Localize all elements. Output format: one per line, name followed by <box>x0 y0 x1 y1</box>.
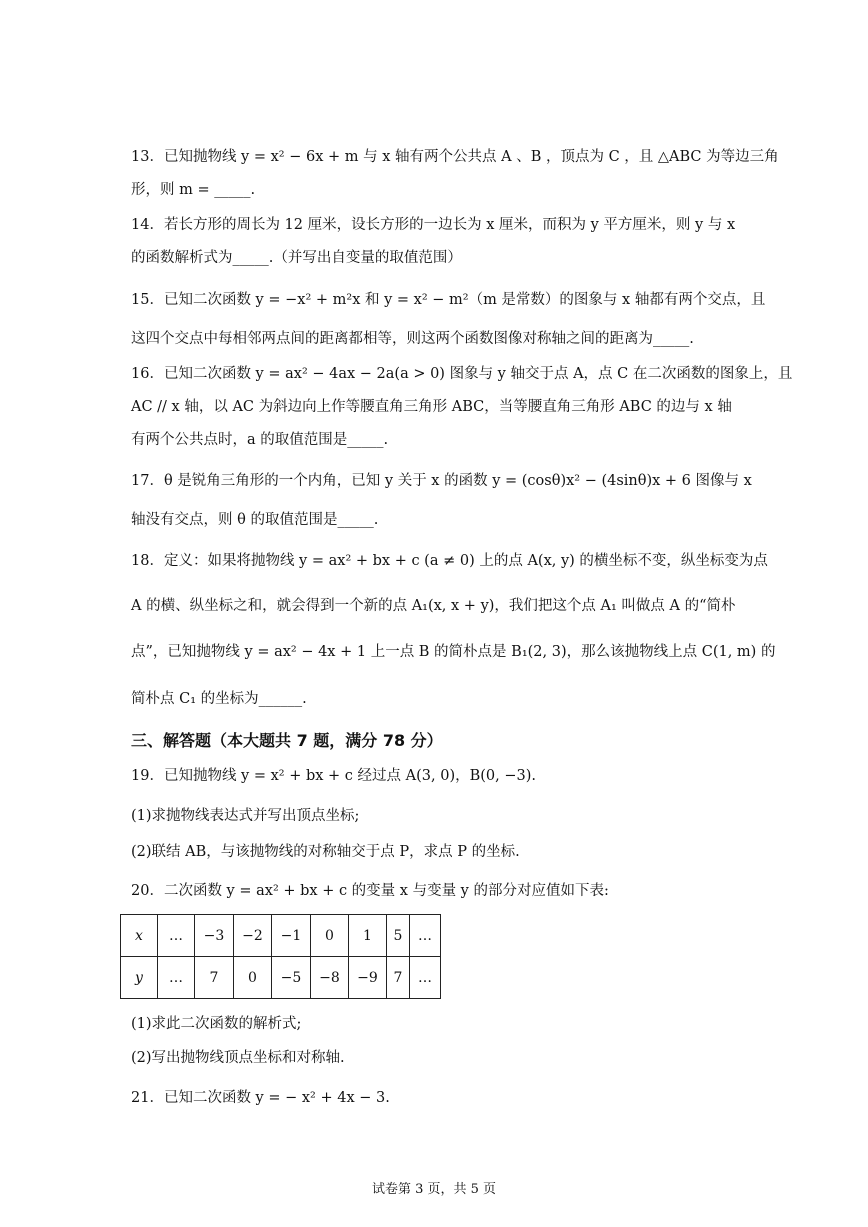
q18-line4: 简朴点 C₁ 的坐标为______. <box>131 691 307 707</box>
q13-line1: 13．已知抛物线 y = x² − 6x + m 与 x 轴有两个公共点 A 、B ，顶点为 C ，且 △ABC 为等边三角 <box>131 149 779 165</box>
q13-line2: 形，则 m = _____. <box>131 182 256 198</box>
table-header-x: x <box>121 915 158 957</box>
table-cell: … <box>158 957 195 999</box>
q16-line3: 有两个公共点时，a 的取值范围是_____. <box>131 432 389 448</box>
table-cell: 1 <box>349 915 387 957</box>
q19-part1: (1)求抛物线表达式并写出顶点坐标; <box>131 808 360 824</box>
q17-line2: 轴没有交点，则 θ 的取值范围是_____. <box>131 512 379 528</box>
table-cell: 5 <box>387 915 410 957</box>
table-cell: −1 <box>272 915 311 957</box>
q20-part1: (1)求此二次函数的解析式; <box>131 1016 302 1032</box>
table-cell: … <box>410 915 441 957</box>
table-cell: 7 <box>387 957 410 999</box>
q19-part2: (2)联结 AB，与该抛物线的对称轴交于点 P，求点 P 的坐标. <box>131 844 520 860</box>
q21-line1: 21．已知二次函数 y = − x² + 4x − 3. <box>131 1090 390 1106</box>
value-table <box>120 914 441 999</box>
q18-line3: 点”，已知抛物线 y = ax² − 4x + 1 上一点 B 的简朴点是 B₁(2, 3)，那么该抛物线上点 C(1, m) 的 <box>131 644 776 660</box>
table-cell: … <box>410 957 441 999</box>
q15-line2: 这四个交点中每相邻两点间的距离都相等，则这两个函数图像对称轴之间的距离为_____. <box>131 331 694 347</box>
table-header-y: y <box>121 957 158 999</box>
q16-line1: 16．已知二次函数 y = ax² − 4ax − 2a(a > 0) 图象与 y 轴交于点 A，点 C 在二次函数的图象上，且 <box>131 366 793 382</box>
q15-line1: 15．已知二次函数 y = −x² + m²x 和 y = x² − m²（m 是常数）的图象与 x 轴都有两个交点，且 <box>131 292 766 308</box>
section-heading: 三、解答题（本大题共 7 题，满分 78 分） <box>131 731 443 750</box>
page-footer: 试卷第 3 页，共 5 页 <box>371 1182 497 1197</box>
q20-part2: (2)写出抛物线顶点坐标和对称轴. <box>131 1050 345 1066</box>
table-row-y <box>121 957 441 999</box>
q19-line1: 19．已知抛物线 y = x² + bx + c 经过点 A(3, 0)，B(0, −3). <box>131 768 536 784</box>
table-cell: −5 <box>272 957 311 999</box>
table-cell: 0 <box>311 915 349 957</box>
table-cell: −8 <box>311 957 349 999</box>
table-cell: 7 <box>195 957 234 999</box>
q17-line1: 17．θ 是锐角三角形的一个内角，已知 y 关于 x 的函数 y = (cosθ)x² − (4sinθ)x + 6 图像与 x <box>131 473 752 489</box>
table-row-x <box>121 915 441 957</box>
q18-line2: A 的横、纵坐标之和，就会得到一个新的点 A₁(x, x + y)，我们把这个点 A₁ 叫做点 A 的“简朴 <box>131 598 736 614</box>
q14-line2: 的函数解析式为_____.（并写出自变量的取值范围） <box>131 250 462 266</box>
table-cell: 0 <box>234 957 272 999</box>
q18-line1: 18．定义：如果将抛物线 y = ax² + bx + c (a ≠ 0) 上的点 A(x, y) 的横坐标不变，纵坐标变为点 <box>131 553 768 569</box>
q16-line2: AC // x 轴，以 AC 为斜边向上作等腰直角三角形 ABC，当等腰直角三角形 ABC 的边与 x 轴 <box>131 399 732 415</box>
q14-line1: 14．若长方形的周长为 12 厘米，设长方形的一边长为 x 厘米，而积为 y 平方厘米，则 y 与 x <box>131 217 736 233</box>
q20-line1: 20．二次函数 y = ax² + bx + c 的变量 x 与变量 y 的部分对应值如下表: <box>131 883 609 899</box>
table-cell: −9 <box>349 957 387 999</box>
table-cell: … <box>158 915 195 957</box>
table-cell: −2 <box>234 915 272 957</box>
table-cell: −3 <box>195 915 234 957</box>
